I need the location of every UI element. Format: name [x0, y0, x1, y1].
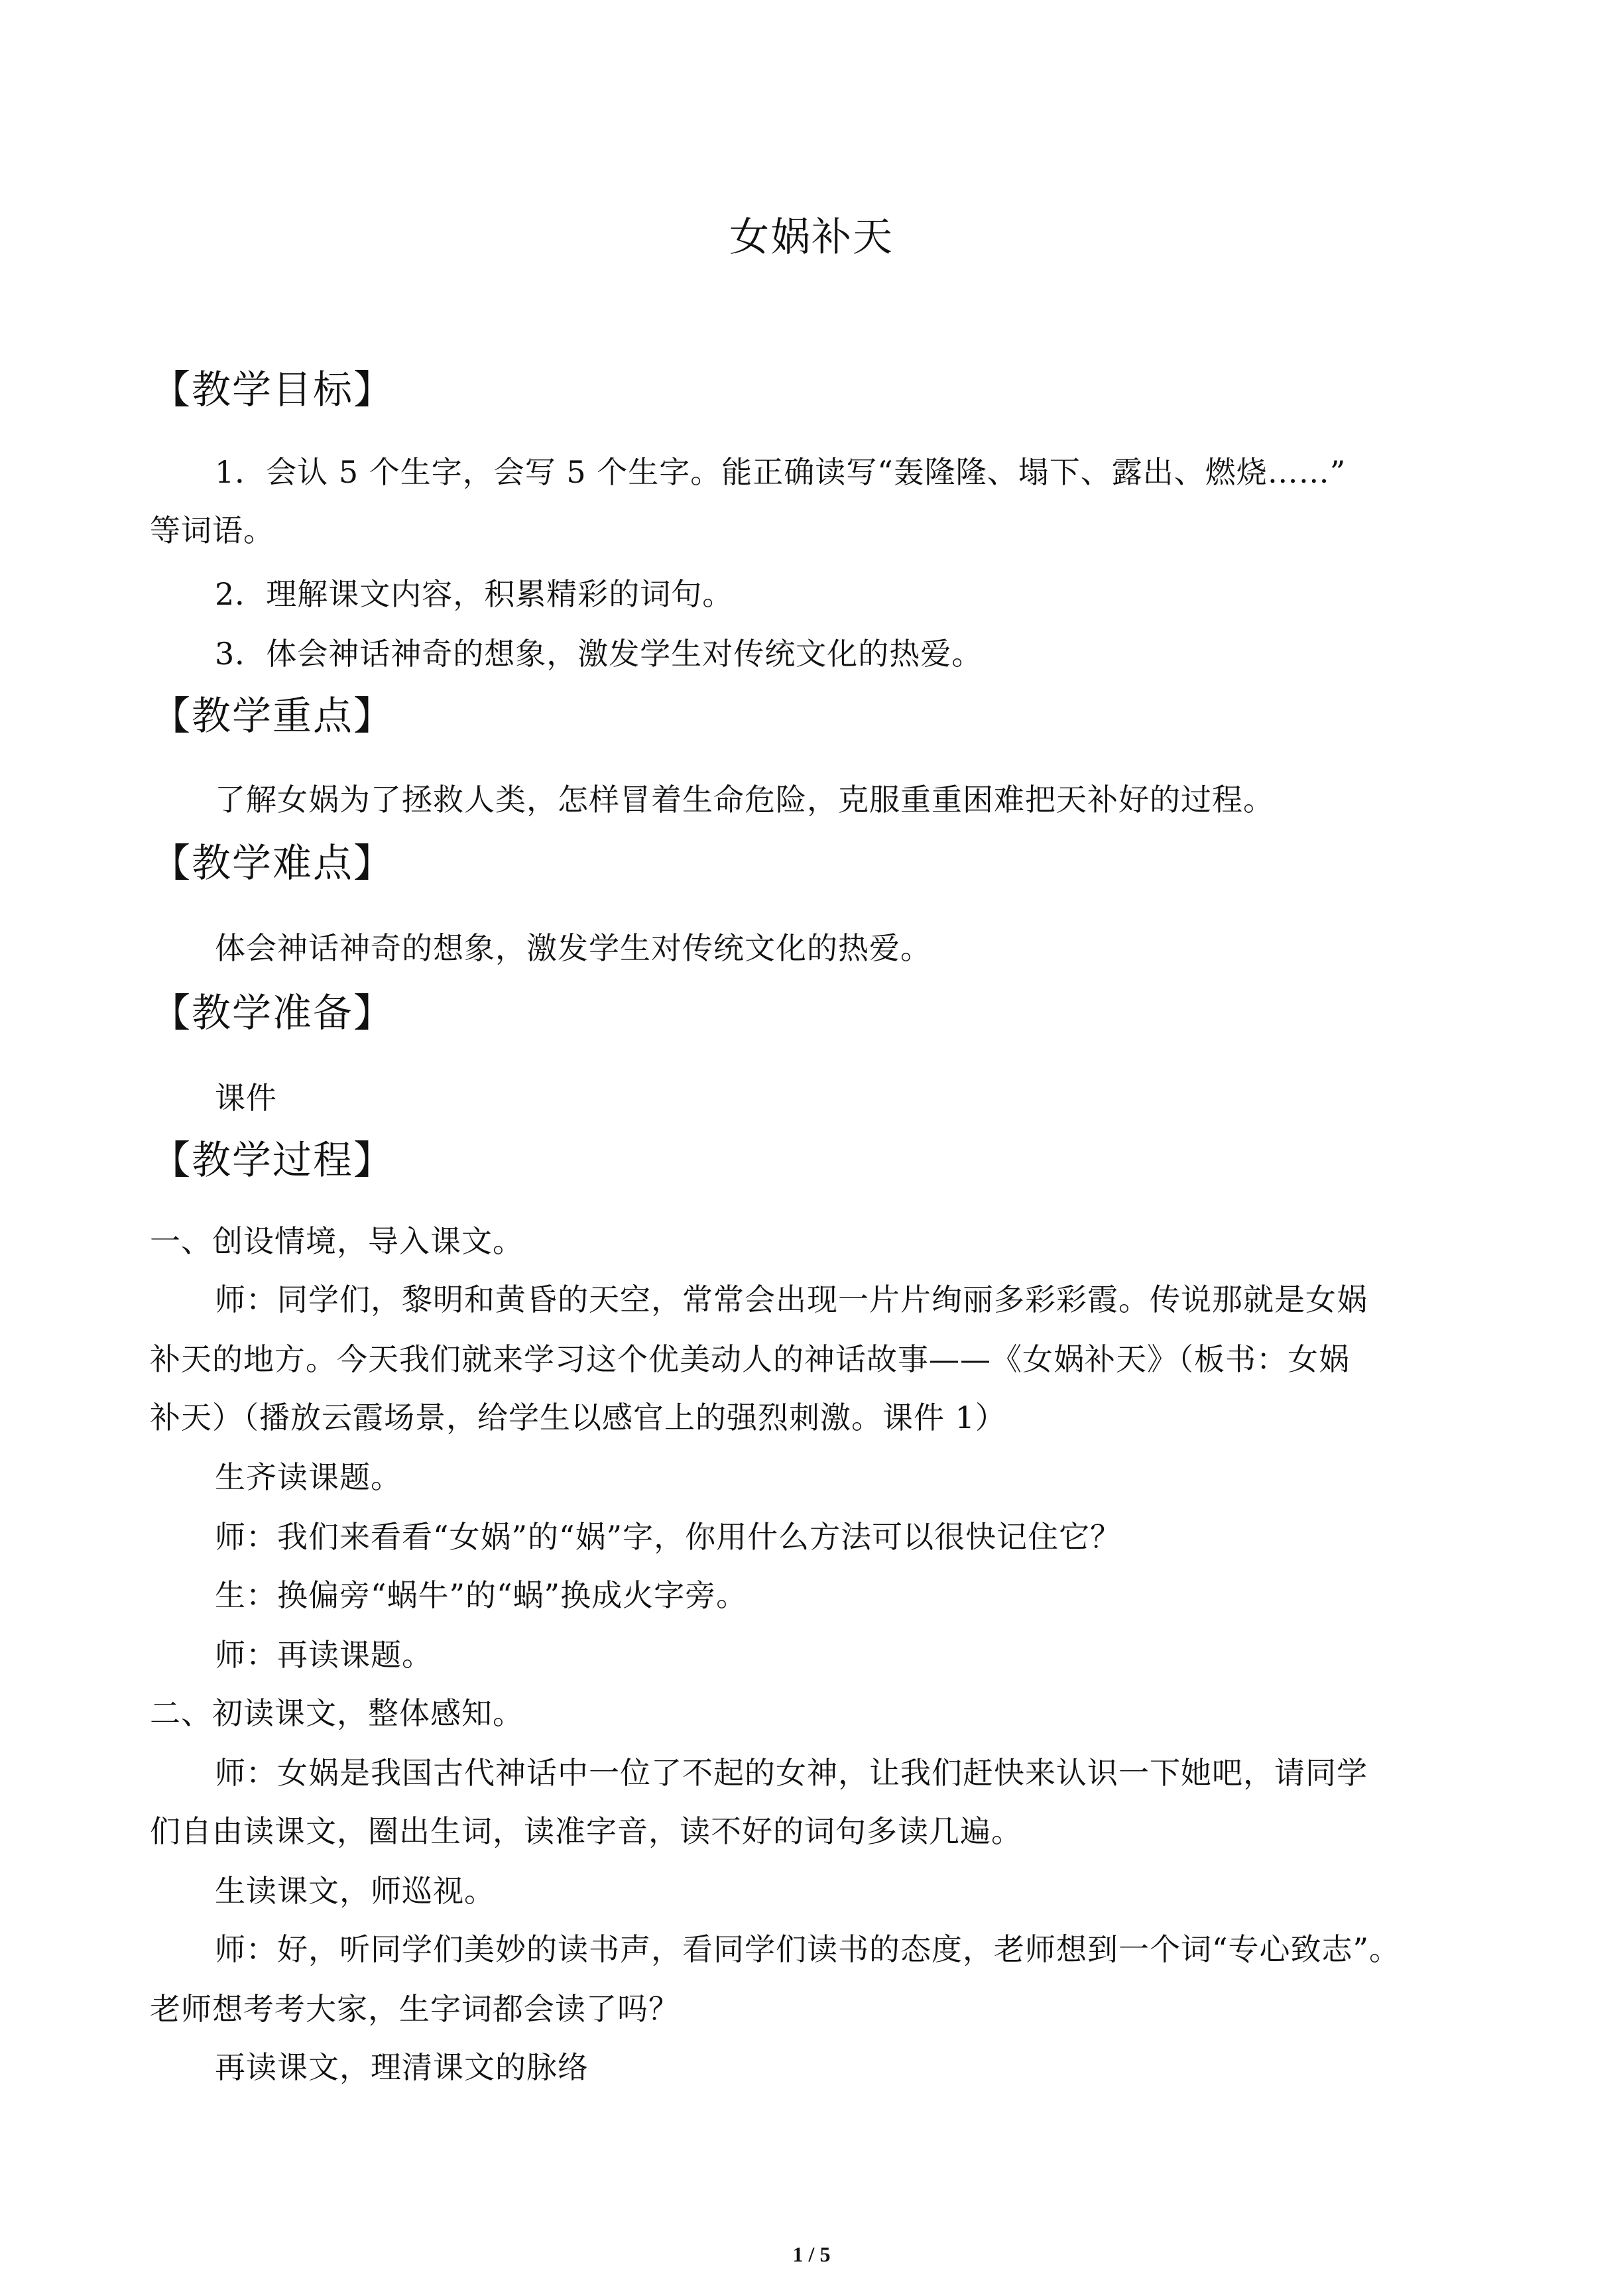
process-paragraph-1-line-1: 师：同学们，黎明和黄昏的天空，常常会出现一片片绚丽多彩彩霞。传说那就是女娲 [215, 1282, 1368, 1317]
process-paragraph-6-line-2: 们自由读课文，圈出生词，读准字音，读不好的词句多读几遍。 [150, 1813, 1022, 1849]
objective-3: 3．体会神话神奇的想象，激发学生对传统文化的热爱。 [215, 636, 983, 672]
process-paragraph-1-line-3: 补天）（播放云霞场景，给学生以感官上的强烈刺激。课件 1） [150, 1400, 1006, 1435]
objective-2: 2．理解课文内容，积累精彩的词句。 [215, 576, 734, 612]
process-paragraph-4: 生：换偏旁“蜗牛”的“蜗”换成火字旁。 [215, 1577, 748, 1613]
process-paragraph-6-line-1: 师：女娲是我国古代神话中一位了不起的女神，让我们赶快来认识一下她吧，请同学 [215, 1755, 1368, 1791]
difficulties-text: 体会神话神奇的想象，激发学生对传统文化的热爱。 [215, 930, 932, 966]
process-paragraph-5: 师：再读课题。 [215, 1637, 433, 1673]
key-points-text: 了解女娲为了拯救人类，怎样冒着生命危险，克服重重困难把天补好的过程。 [215, 782, 1274, 817]
process-paragraph-3: 师：我们来看看“女娲”的“娲”字，你用什么方法可以很快记住它？ [215, 1519, 1122, 1555]
process-paragraph-9: 再读课文，理清课文的脉络 [215, 2049, 589, 2085]
process-paragraph-8-line-1: 师：好，听同学们美妙的读书声，看同学们读书的态度，老师想到一个词“专心致志”。 [215, 1931, 1401, 1967]
heading-key-points: 【教学重点】 [151, 693, 394, 739]
heading-preparation: 【教学准备】 [151, 990, 394, 1036]
page-number: 1 / 5 [792, 2242, 831, 2266]
process-paragraph-8-line-2: 老师想考考大家，生字词都会读了吗？ [150, 1991, 680, 2027]
process-paragraph-1-line-2: 补天的地方。今天我们就来学习这个优美动人的神话故事——《女娲补天》（板书：女娲 [150, 1341, 1350, 1377]
objective-1-line-1: 1．会认 5 个生字，会写 5 个生字。能正确读写“轰隆隆、塌下、露出、燃烧……” [215, 454, 1347, 490]
heading-process: 【教学过程】 [151, 1137, 394, 1183]
document-title: 女娲补天 [729, 214, 894, 261]
preparation-text: 课件 [215, 1080, 277, 1116]
process-paragraph-7: 生读课文，师巡视。 [215, 1873, 495, 1909]
heading-difficulties: 【教学难点】 [151, 840, 394, 886]
objective-1-line-2: 等词语。 [150, 513, 274, 548]
process-step-2-title: 二、初读课文，整体感知。 [150, 1695, 524, 1731]
process-paragraph-2: 生齐读课题。 [215, 1459, 402, 1495]
process-step-1-title: 一、创设情境，导入课文。 [150, 1223, 524, 1259]
heading-objectives: 【教学目标】 [151, 367, 394, 412]
